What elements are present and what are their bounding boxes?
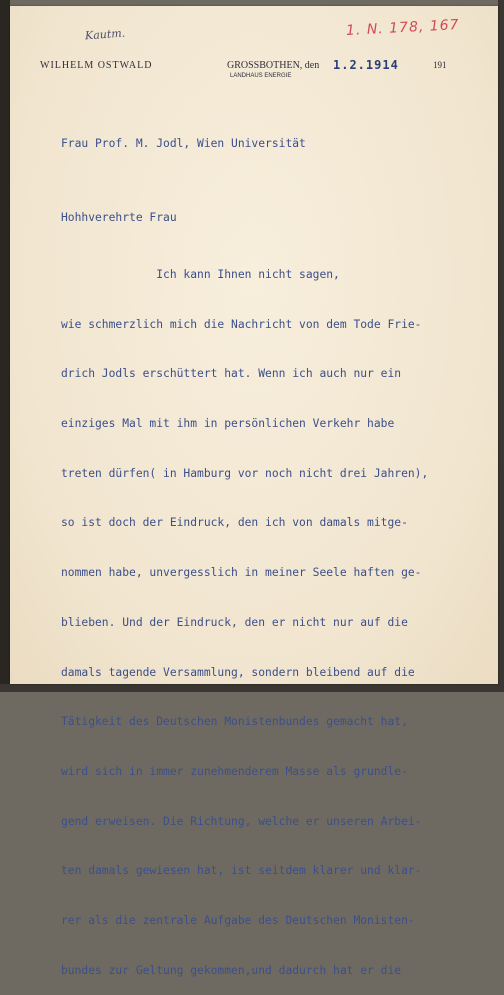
body-line: einziges Mal mit ihm in persönlichen Verkehr habe	[61, 417, 395, 431]
body-line: treten dürfen( in Hamburg vor noch nicht drei Jahren),	[61, 466, 429, 480]
letter-date: 1.2.1914	[333, 58, 399, 72]
letterhead-name: WILHELM OSTWALD	[40, 60, 153, 71]
body-line: ten damals gewiesen hat, ist seitdem klarer und klar-	[61, 864, 422, 878]
body-line: bundes zur Geltung gekommen,und dadurch hat er die	[61, 963, 402, 977]
salutation: Hohhverehrte Frau	[61, 211, 177, 224]
body-line: damals tagende Versammlung, sondern bleibend auf die	[61, 665, 415, 679]
body-line: wird sich in immer zunehmenderem Masse als grundle-	[61, 764, 408, 778]
body-line: Ich kann Ihnen nicht sagen,	[61, 268, 340, 281]
body-line: gend erweisen. Die Richtung, welche er unseren Arbei-	[61, 814, 422, 828]
letterhead-place: GROSSBOTHEN, den	[227, 60, 320, 71]
letter-body	[61, 237, 428, 995]
body-line: wie schmerzlich mich die Nachricht von dem Tode Frie-	[61, 317, 422, 331]
body-line: rer als die zentrale Aufgabe des Deutschen Monisten-	[61, 913, 415, 927]
body-line: blieben. Und der Eindruck, den er nicht nur auf die	[61, 615, 408, 629]
letterhead-year-prefix: 191	[433, 60, 447, 70]
scan-border-left	[0, 0, 10, 692]
body-line: Tätigkeit des Deutschen Monistenbundes gemacht hat,	[61, 715, 408, 729]
body-line: nommen habe, unvergesslich in meiner Seele haften ge-	[61, 566, 422, 580]
body-line: drich Jodls erschüttert hat. Wenn ich auch nur ein	[61, 367, 402, 381]
archive-number: 1. N. 178, 167	[345, 17, 460, 39]
letterhead-subtitle: LANDHAUS ENERGIE	[230, 73, 292, 79]
pencil-annotation: Kautm.	[84, 26, 126, 43]
recipient-line: Frau Prof. M. Jodl, Wien Universität	[61, 137, 306, 150]
body-line: so ist doch der Eindruck, den ich von damals mitge-	[61, 516, 408, 530]
scan-border-right	[498, 0, 504, 692]
